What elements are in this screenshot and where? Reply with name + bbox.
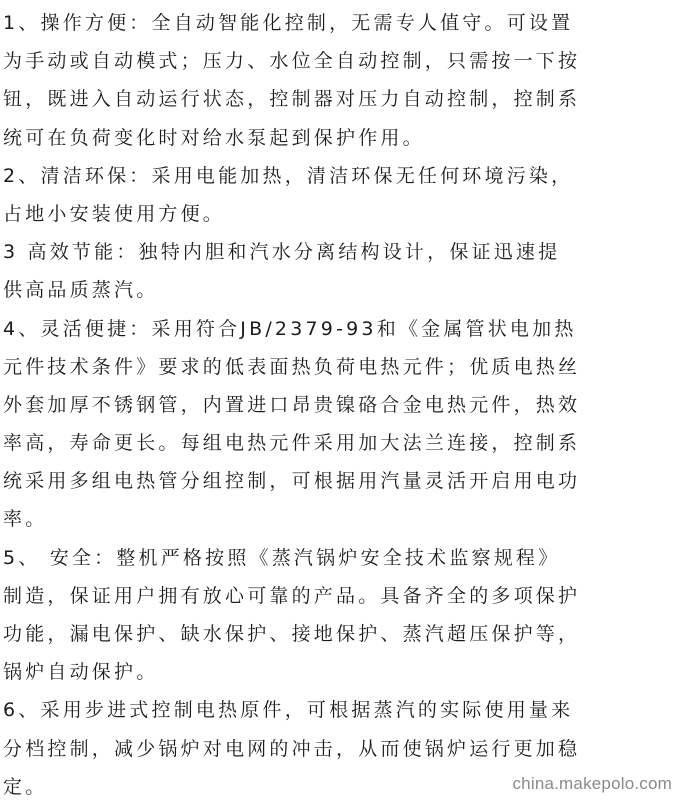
text-line-3: 钮，既进入自动运行状态，控制器对压力自动控制，控制系: [3, 88, 581, 111]
text-line-13: 统采用多组电热管分组控制，可根据用汽量灵活开启用电功: [3, 470, 581, 493]
text-line-1: 1、操作方便：全自动智能化控制，无需专人值守。可设置: [3, 12, 574, 34]
feature-description-text: [3, 4, 675, 806]
text-line-5: 2、清洁环保：采用电能加热，清洁环保无任何环境污染，: [3, 164, 574, 187]
text-line-15: 5、 安全：整机严格按照《蒸汽锅炉安全技术监察规程》: [3, 546, 561, 569]
text-line-9: 4、灵活便捷：采用符合JB/2379-93和《金属管状电加热: [3, 317, 577, 340]
text-line-17: 功能，漏电保护、缺水保护、接地保护、蒸汽超压保护等，: [3, 623, 581, 645]
text-line-2: 为手动或自动模式；压力、水位全自动控制，只需按一下按: [3, 50, 581, 73]
text-line-6: 占地小安装使用方便。: [3, 202, 226, 225]
text-line-8: 供高品质蒸汽。: [3, 279, 159, 302]
site-watermark: china.makepolo.com: [512, 774, 672, 793]
text-line-10: 元件技术条件》要求的低表面热负荷电热元件；优质电热丝: [3, 355, 581, 378]
text-line-18: 锅炉自动保护。: [3, 661, 159, 684]
text-line-14: 率。: [3, 508, 48, 531]
text-line-4: 统可在负荷变化时对给水泵起到保护作用。: [3, 126, 425, 149]
text-line-20: 分档控制，减少锅炉对电网的冲击，从而使锅炉运行更加稳: [3, 737, 581, 760]
text-line-19: 6、采用步进式控制电热原件，可根据蒸汽的实际使用量来: [3, 699, 574, 722]
text-line-7: 3 高效节能：独特内胆和汽水分离结构设计，保证迅速提: [3, 241, 561, 264]
text-line-11: 外套加厚不锈钢管，内置进口昂贵镍硌合金电热元件，热效: [3, 393, 581, 416]
text-line-16: 制造，保证用户拥有放心可靠的产品。具备齐全的多项保护: [3, 584, 581, 607]
text-line-12: 率高，寿命更长。每组电热元件采用加大法兰连接，控制系: [3, 432, 581, 455]
text-line-21: 定。: [3, 775, 48, 798]
